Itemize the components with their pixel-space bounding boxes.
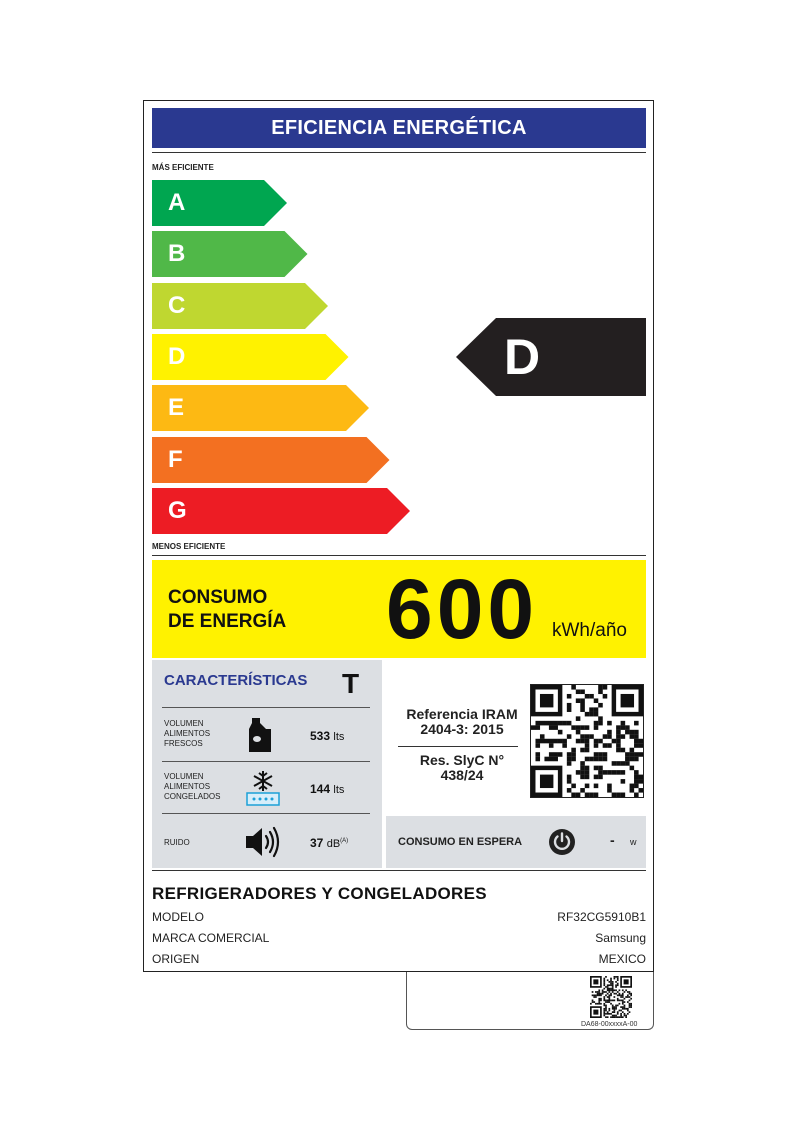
frozen-volume-unit: lts <box>333 784 345 796</box>
efficiency-letter: E <box>168 394 185 422</box>
efficiency-arrow <box>152 437 391 483</box>
noise-unit: dB <box>326 838 341 850</box>
noise-number: 37 <box>310 836 324 850</box>
efficiency-bar-b <box>152 231 309 277</box>
qr-code-image <box>531 685 643 797</box>
efficiency-letter: C <box>168 291 186 319</box>
fresh-volume-unit: lts <box>333 731 345 743</box>
efficiency-bar-a <box>152 180 288 226</box>
fresh-volume-number: 533 <box>310 729 331 743</box>
origin-value: MEXICO <box>598 952 646 966</box>
noise-weighting: (A) <box>340 838 349 844</box>
energy-consumption-value: 600 <box>386 562 539 656</box>
standby-label: CONSUMO EN ESPERA <box>398 836 523 848</box>
fresh-label-line: FRESCOS <box>164 739 203 748</box>
rating-letter: D <box>504 329 541 385</box>
origin-label: ORIGEN <box>152 952 200 966</box>
speaker-icon <box>246 826 282 858</box>
divider <box>398 746 518 747</box>
efficiency-bar-g <box>152 488 411 534</box>
standby-panel <box>386 816 646 868</box>
standby-unit: w <box>630 837 637 847</box>
noise-label: RUIDO <box>164 838 190 847</box>
reference-panel <box>386 660 646 812</box>
energy-consumption-label <box>168 586 286 634</box>
label-header <box>152 108 646 148</box>
features-type: T <box>342 668 360 699</box>
energy-consumption-panel <box>152 560 646 658</box>
frozen-label-line: ALIMENTOS <box>164 782 211 791</box>
rating-arrow <box>456 318 646 396</box>
divider <box>152 555 646 556</box>
efficiency-bar-d <box>152 334 350 380</box>
milk-carton-icon <box>246 718 272 752</box>
product-category: REFRIGERADORES Y CONGELADORES <box>152 884 487 903</box>
qr-code <box>530 684 644 798</box>
fresh-label-line: ALIMENTOS <box>164 729 211 738</box>
frozen-label-line: VOLUMEN <box>164 772 204 781</box>
features-panel <box>152 660 382 868</box>
iram-reference-line: 2404-3: 2015 <box>420 721 504 737</box>
energy-label-line2: DE ENERGÍA <box>168 611 287 632</box>
efficiency-bar-f <box>152 437 391 483</box>
resolution-line: Res. SlyC N° <box>419 752 505 768</box>
resolution-reference <box>392 753 532 783</box>
divider <box>162 813 370 814</box>
least-efficient-label: MENOS EFICIENTE <box>152 542 226 551</box>
brand-value: Samsung <box>595 931 646 945</box>
efficiency-bar-e <box>152 385 370 431</box>
standby-value: - <box>610 832 615 848</box>
snowflake-icon <box>246 770 280 806</box>
energy-label-line1: CONSUMO <box>168 587 268 608</box>
efficiency-letter: A <box>168 189 186 216</box>
small-qr-code <box>590 976 632 1018</box>
efficiency-letter: G <box>168 496 187 524</box>
resolution-line: 438/24 <box>440 767 484 783</box>
energy-consumption-unit: kWh/año <box>552 620 627 641</box>
divider <box>152 152 646 153</box>
frozen-volume-value <box>310 782 344 796</box>
brand-label: MARCA COMERCIAL <box>152 931 270 945</box>
label-title: EFICIENCIA ENERGÉTICA <box>271 116 527 139</box>
divider <box>162 761 370 762</box>
frozen-volume-number: 144 <box>310 782 331 796</box>
iram-reference <box>392 707 532 737</box>
frozen-label-line: CONGELADOS <box>164 792 221 801</box>
divider <box>152 870 646 871</box>
most-efficient-label: MÁS EFICIENTE <box>152 163 214 172</box>
fresh-volume-label <box>164 719 210 749</box>
fresh-volume-value <box>310 729 344 743</box>
frozen-volume-label <box>164 772 220 802</box>
divider <box>162 707 370 708</box>
model-label: MODELO <box>152 910 205 924</box>
features-title: CARACTERÍSTICAS <box>164 672 308 689</box>
efficiency-arrow <box>152 488 411 534</box>
efficiency-letter: D <box>168 342 186 370</box>
model-value: RF32CG5910B1 <box>557 910 646 924</box>
efficiency-arrow <box>152 385 370 431</box>
rating-indicator <box>456 318 646 396</box>
document-code: DA68-00xxxxA-00 <box>581 1021 638 1028</box>
power-icon <box>548 828 576 856</box>
efficiency-bar-c <box>152 283 329 329</box>
fresh-label-line: VOLUMEN <box>164 719 204 728</box>
noise-value <box>310 836 348 850</box>
efficiency-letter: F <box>168 445 183 473</box>
efficiency-letter: B <box>168 240 186 268</box>
iram-reference-line: Referencia IRAM <box>406 706 518 722</box>
